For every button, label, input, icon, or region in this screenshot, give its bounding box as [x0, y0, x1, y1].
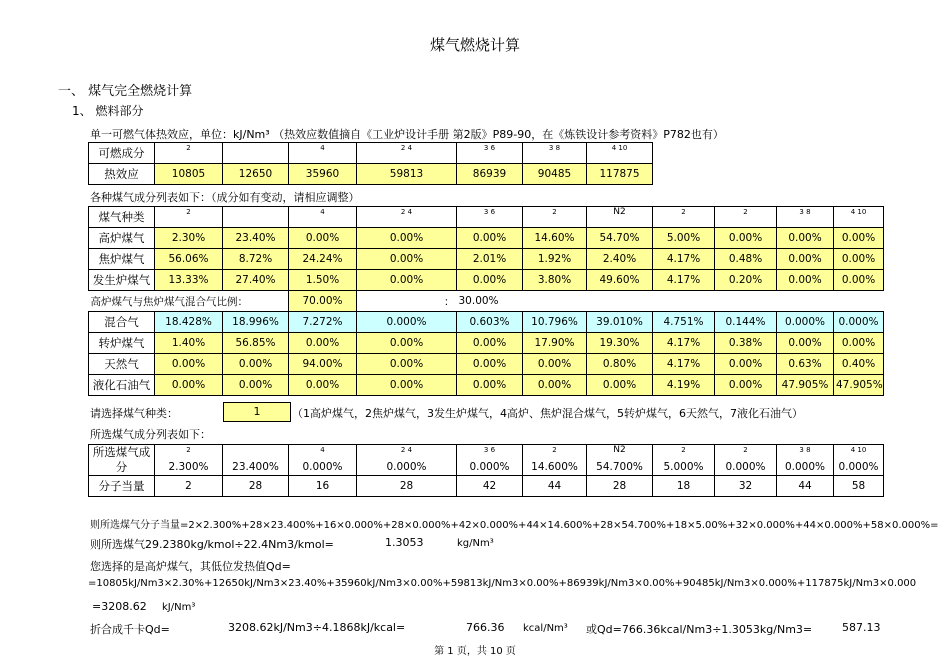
- component-subscript: 3 8: [777, 207, 834, 228]
- component-subscript: 4 10: [587, 143, 653, 164]
- component-subscript: 2: [155, 143, 223, 164]
- composition-cell[interactable]: 0.00%: [834, 228, 884, 249]
- component-subscript: 4: [289, 207, 357, 228]
- comp-intro: 各种煤气成分列表如下：（成分如有变动，请相应调整）: [90, 191, 360, 204]
- composition-cell: 0.000%: [834, 312, 884, 333]
- molecular-weight-cell: 18: [653, 476, 715, 497]
- composition-cell[interactable]: 49.60%: [587, 270, 653, 291]
- composition-cell[interactable]: 0.40%: [834, 354, 884, 375]
- composition-cell[interactable]: 56.06%: [155, 249, 223, 270]
- composition-cell[interactable]: 1.50%: [289, 270, 357, 291]
- composition-cell[interactable]: 2.40%: [587, 249, 653, 270]
- gas-type-input[interactable]: 1: [223, 402, 291, 422]
- component-subscript: [223, 143, 289, 164]
- row-label: 转炉煤气: [89, 333, 155, 354]
- composition-cell[interactable]: 4.17%: [653, 270, 715, 291]
- composition-cell[interactable]: 4.17%: [653, 249, 715, 270]
- composition-table: [88, 206, 884, 396]
- composition-cell[interactable]: 5.00%: [653, 228, 715, 249]
- component-subscript: 3 8: [777, 445, 834, 460]
- selected-value-cell: 0.000%: [834, 459, 884, 476]
- composition-cell[interactable]: 2.30%: [155, 228, 223, 249]
- heat-table: [88, 142, 653, 185]
- selected-value-cell: 5.000%: [653, 459, 715, 476]
- gas-row: [89, 354, 884, 375]
- density-value: 1.3053: [385, 536, 424, 549]
- heat-value-cell[interactable]: 10805: [155, 164, 223, 185]
- composition-cell[interactable]: 0.00%: [457, 228, 523, 249]
- composition-cell[interactable]: 27.40%: [223, 270, 289, 291]
- kcal-expression-2: 或Qd=766.36kcal/Nm3÷1.3053kg/Nm3=: [586, 623, 813, 636]
- composition-cell[interactable]: 0.00%: [289, 228, 357, 249]
- page-footer: 第 1 页，共 10 页: [434, 646, 516, 657]
- component-subscript: 2 4: [357, 143, 457, 164]
- selected-value-cell: 0.000%: [777, 459, 834, 476]
- mix-ratio-sep: ：: [444, 295, 455, 308]
- component-subscript: 2: [653, 445, 715, 460]
- composition-cell[interactable]: 0.38%: [715, 333, 777, 354]
- molecular-weight-cell: 28: [587, 476, 653, 497]
- composition-cell[interactable]: 0.00%: [357, 249, 457, 270]
- composition-cell[interactable]: 0.00%: [357, 228, 457, 249]
- composition-cell[interactable]: 0.00%: [715, 228, 777, 249]
- composition-cell: 18.996%: [223, 312, 289, 333]
- mix-ratio-b: 30.00%: [458, 295, 499, 307]
- kcal-expression: 3208.62kJ/Nm3÷4.1868kJ/kcal=: [228, 621, 406, 634]
- selected-value-cell: 0.000%: [715, 459, 777, 476]
- composition-cell[interactable]: 0.00%: [457, 333, 523, 354]
- heat-value-cell[interactable]: 117875: [587, 164, 653, 185]
- molecular-weight-cell: 28: [223, 476, 289, 497]
- heat-value-cell[interactable]: 35960: [289, 164, 357, 185]
- component-subscript: 2: [523, 207, 587, 228]
- qd-unit: kJ/Nm³: [162, 602, 196, 613]
- selected-value-cell: 0.000%: [289, 459, 357, 476]
- kcal-value: 766.36: [466, 621, 505, 634]
- composition-cell[interactable]: 0.63%: [777, 354, 834, 375]
- composition-cell: 10.796%: [523, 312, 587, 333]
- composition-cell: 0.144%: [715, 312, 777, 333]
- composition-cell[interactable]: 3.80%: [523, 270, 587, 291]
- component-subscript: 2: [715, 445, 777, 460]
- composition-cell[interactable]: 2.01%: [457, 249, 523, 270]
- kcal-value-2: 587.13: [842, 621, 881, 634]
- composition-cell: 39.010%: [587, 312, 653, 333]
- composition-cell[interactable]: 4.17%: [653, 354, 715, 375]
- composition-cell[interactable]: 56.85%: [223, 333, 289, 354]
- row-label: 高炉煤气: [89, 228, 155, 249]
- component-subscript: N2: [587, 445, 653, 460]
- composition-cell: 0.000%: [357, 312, 457, 333]
- row-label: 焦炉煤气: [89, 249, 155, 270]
- composition-cell[interactable]: 0.00%: [834, 333, 884, 354]
- composition-cell[interactable]: 0.00%: [357, 270, 457, 291]
- composition-cell[interactable]: 0.00%: [457, 354, 523, 375]
- composition-cell[interactable]: 0.00%: [457, 270, 523, 291]
- select-hint: （1高炉煤气，2焦炉煤气，3发生炉煤气，4高炉、焦炉混合煤气，5转炉煤气，6天然气，7液化石油气）: [292, 407, 803, 420]
- composition-cell: 18.428%: [155, 312, 223, 333]
- molecular-weight-cell: 44: [777, 476, 834, 497]
- component-subscript: 4: [289, 143, 357, 164]
- heat-intro: 单一可燃气体热效应，单位：kJ/Nm³ （热效应数值摘自《工业炉设计手册 第2版》P89-90，在《炼铁设计参考资料》P782也有）: [90, 128, 724, 141]
- composition-cell[interactable]: 4.19%: [653, 375, 715, 396]
- component-subscript: 2: [653, 207, 715, 228]
- molecular-weight-cell: 16: [289, 476, 357, 497]
- row-label: 液化石油气: [89, 375, 155, 396]
- composition-cell: 0.603%: [457, 312, 523, 333]
- subsection-heading: 1、 燃料部分: [72, 104, 144, 118]
- component-subscript: 3 6: [457, 143, 523, 164]
- density-unit: kg/Nm³: [457, 538, 494, 549]
- molecular-weight-cell: 32: [715, 476, 777, 497]
- composition-cell[interactable]: 1.92%: [523, 249, 587, 270]
- component-subscript: 3 6: [457, 207, 523, 228]
- composition-cell[interactable]: 4.17%: [653, 333, 715, 354]
- heat-value-cell[interactable]: 90485: [523, 164, 587, 185]
- calc-line-3: 您选择的是高炉煤气，其低位发热值Qd=: [90, 560, 291, 573]
- gas-row: [89, 270, 884, 291]
- composition-cell[interactable]: 0.48%: [715, 249, 777, 270]
- composition-cell[interactable]: 24.24%: [289, 249, 357, 270]
- component-subscript: 2: [155, 207, 223, 228]
- composition-cell[interactable]: 23.40%: [223, 228, 289, 249]
- composition-cell: 0.000%: [777, 312, 834, 333]
- selected-value-cell: 2.300%: [155, 459, 223, 476]
- composition-cell[interactable]: 0.20%: [715, 270, 777, 291]
- row-label: 所选煤气成分: [89, 445, 155, 476]
- composition-cell[interactable]: 0.00%: [777, 228, 834, 249]
- row-label: 可燃成分: [89, 143, 155, 164]
- row-label: 混合气: [89, 312, 155, 333]
- composition-cell[interactable]: 94.00%: [289, 354, 357, 375]
- composition-cell[interactable]: 0.00%: [834, 249, 884, 270]
- composition-cell[interactable]: 0.00%: [834, 270, 884, 291]
- composition-cell[interactable]: 14.60%: [523, 228, 587, 249]
- gas-row: [89, 249, 884, 270]
- component-subscript: 2: [155, 445, 223, 460]
- component-subscript: 3 8: [523, 143, 587, 164]
- molecular-weight-cell: 2: [155, 476, 223, 497]
- component-subscript: 3 6: [457, 445, 523, 460]
- section-heading: 一、 煤气完全燃烧计算: [58, 84, 193, 99]
- composition-cell[interactable]: 0.00%: [777, 249, 834, 270]
- qd-value: =3208.62: [92, 600, 147, 613]
- molecular-weight-cell: 58: [834, 476, 884, 497]
- selected-value-cell: 54.700%: [587, 459, 653, 476]
- composition-cell: 4.751%: [653, 312, 715, 333]
- composition-cell[interactable]: 47.905%: [834, 375, 884, 396]
- gas-row: [89, 333, 884, 354]
- mix-ratio-a[interactable]: 70.00%: [289, 291, 357, 312]
- component-subscript: N2: [587, 207, 653, 228]
- composition-cell[interactable]: 17.90%: [523, 333, 587, 354]
- molecular-weight-cell: 28: [357, 476, 457, 497]
- composition-cell[interactable]: 0.00%: [223, 375, 289, 396]
- composition-cell[interactable]: 13.33%: [155, 270, 223, 291]
- composition-cell[interactable]: 0.00%: [777, 270, 834, 291]
- heat-value-cell[interactable]: 59813: [357, 164, 457, 185]
- component-subscript: 2: [715, 207, 777, 228]
- composition-cell[interactable]: 0.00%: [223, 354, 289, 375]
- composition-cell[interactable]: 0.00%: [155, 354, 223, 375]
- component-subscript: 2 4: [357, 207, 457, 228]
- composition-cell[interactable]: 0.00%: [289, 375, 357, 396]
- selected-value-cell: 0.000%: [357, 459, 457, 476]
- composition-cell[interactable]: 0.00%: [777, 333, 834, 354]
- composition-cell[interactable]: 47.905%: [777, 375, 834, 396]
- row-label: 发生炉煤气: [89, 270, 155, 291]
- composition-cell[interactable]: 0.80%: [587, 354, 653, 375]
- component-subscript: 2: [523, 445, 587, 460]
- calc-line-4: =10805kJ/Nm3×2.30%+12650kJ/Nm3×23.40%+35960kJ/Nm3×0.00%+59813kJ/Nm3×0.00%+86939kJ/Nm3×0.00%+90485kJ/Nm3×0.000%+117875kJ/Nm3×0.000: [88, 578, 917, 589]
- composition-cell[interactable]: 0.00%: [715, 375, 777, 396]
- row-label: 热效应: [89, 164, 155, 185]
- molecular-weight-cell: 44: [523, 476, 587, 497]
- calc-line-2: 则所选煤气29.2380kg/kmol÷22.4Nm3/kmol=: [90, 538, 334, 551]
- component-subscript: 4 10: [834, 445, 884, 460]
- composition-cell[interactable]: 54.70%: [587, 228, 653, 249]
- selected-value-cell: 23.400%: [223, 459, 289, 476]
- calc-line-1: 则所选煤气分子当量=2×2.300%+28×23.400%+16×0.000%+28×0.000%+42×0.000%+44×14.600%+28×54.700%+18×5.00%+32×0.000%+44×0.000%+58×0.000%=: [90, 520, 939, 531]
- composition-cell[interactable]: 1.40%: [155, 333, 223, 354]
- composition-cell[interactable]: 0.00%: [357, 375, 457, 396]
- composition-cell: 7.272%: [289, 312, 357, 333]
- selected-intro: 所选煤气成分列表如下：: [90, 428, 211, 441]
- composition-cell[interactable]: 0.00%: [587, 375, 653, 396]
- component-subscript: 2 4: [357, 445, 457, 460]
- selected-table: [88, 444, 884, 497]
- component-subscript: 4 10: [834, 207, 884, 228]
- component-subscript: 4: [289, 445, 357, 460]
- kcal-label: 折合成千卡Qd=: [90, 623, 170, 636]
- kcal-unit: kcal/Nm³: [523, 623, 568, 634]
- header-label: 煤气种类: [89, 207, 155, 228]
- composition-cell[interactable]: 0.00%: [155, 375, 223, 396]
- selected-value-cell: 0.000%: [457, 459, 523, 476]
- component-subscript: [223, 445, 289, 460]
- gas-row: [89, 375, 884, 396]
- row-label: 天然气: [89, 354, 155, 375]
- composition-cell[interactable]: 0.00%: [523, 375, 587, 396]
- heat-value-cell[interactable]: 12650: [223, 164, 289, 185]
- page-title: 煤气燃烧计算: [429, 36, 520, 54]
- heat-value-cell[interactable]: 86939: [457, 164, 523, 185]
- composition-cell[interactable]: 0.00%: [289, 333, 357, 354]
- composition-cell[interactable]: 0.00%: [357, 333, 457, 354]
- composition-cell[interactable]: 19.30%: [587, 333, 653, 354]
- select-label: 请选择煤气种类：: [90, 407, 178, 420]
- row-label: 分子当量: [89, 476, 155, 497]
- composition-cell[interactable]: 0.00%: [357, 354, 457, 375]
- composition-cell[interactable]: 0.00%: [457, 375, 523, 396]
- molecular-weight-cell: 42: [457, 476, 523, 497]
- selected-value-cell: 14.600%: [523, 459, 587, 476]
- composition-cell[interactable]: 0.00%: [715, 354, 777, 375]
- composition-cell[interactable]: 0.00%: [523, 354, 587, 375]
- component-subscript: [223, 207, 289, 228]
- gas-row: [89, 228, 884, 249]
- composition-cell[interactable]: 8.72%: [223, 249, 289, 270]
- mix-ratio-label: 高炉煤气与焦炉煤气混合气比例：: [90, 295, 248, 308]
